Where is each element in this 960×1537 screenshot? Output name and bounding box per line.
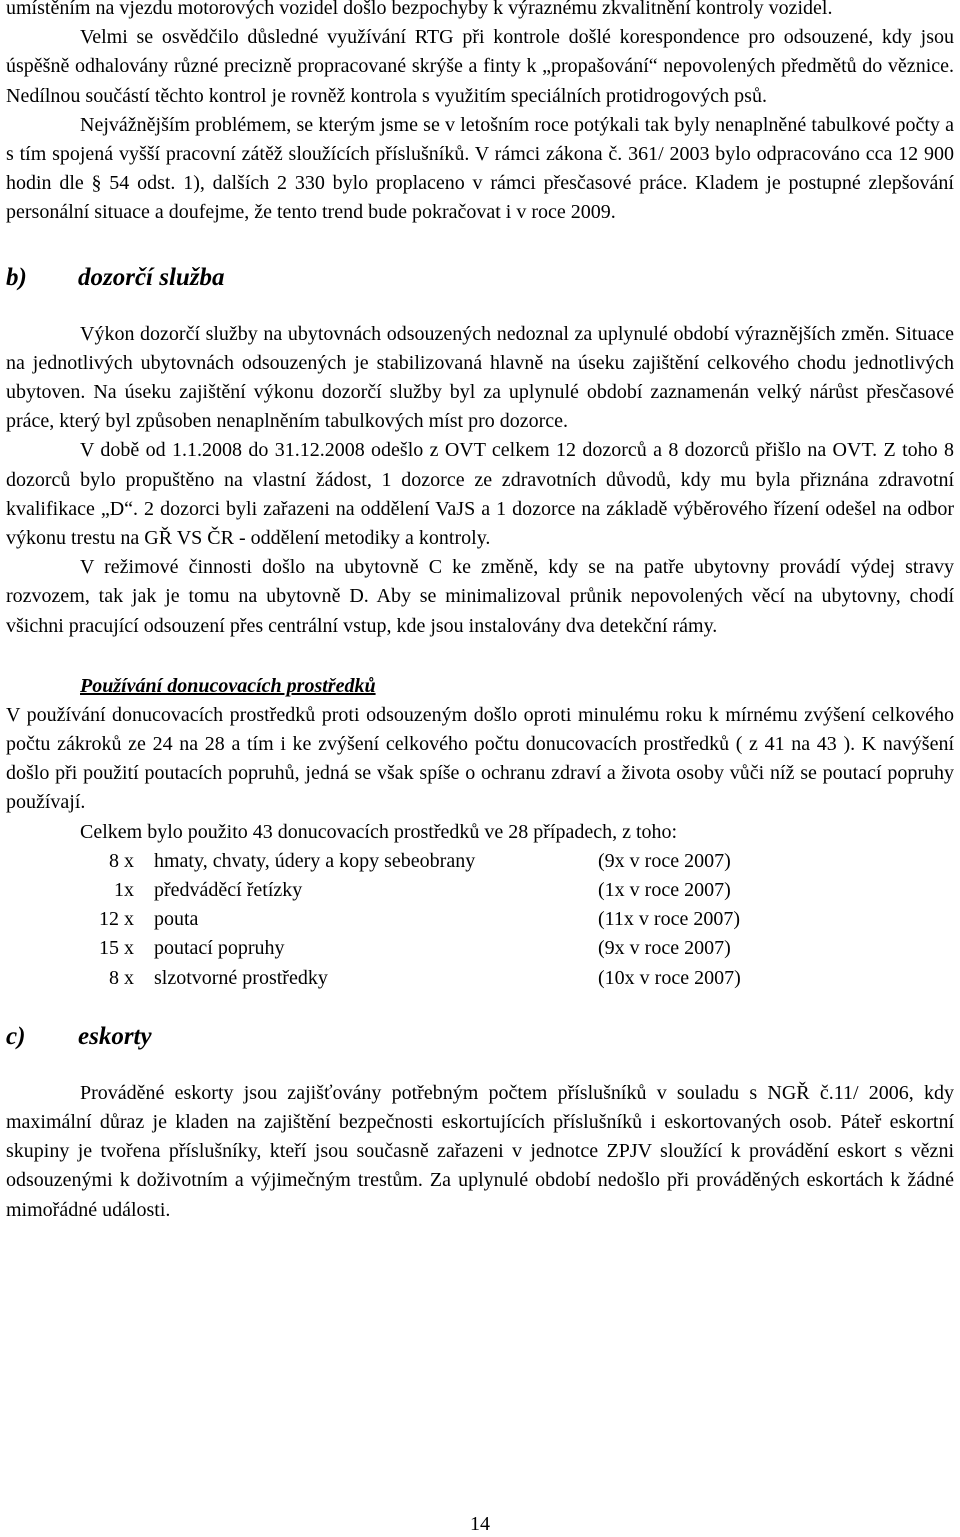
paragraph-staffing: Nejvážnějším problémem, se kterým jsme se v letošním roce potýkali tak byly nenaplněné tabulkové počty a s tím spojená vyšší pracovní zátěž sloužících příslušníků. V rámci zákona č. 361/ 2003 bylo odpracováno cca 12 900 hodin dle § 54 odst. 1), dalších 2 330 bylo proplaceno v rámci přesčasové práce. Kladem je postupné zlepšování personální situace a doufejme, že tento trend bude pokračovat i v roce 2009.	[6, 113, 954, 224]
list-item	[6, 905, 954, 934]
list-item-previous: (11x v roce 2007)	[598, 908, 740, 931]
section-c-letter: c)	[6, 1022, 26, 1050]
coercive-means-list	[6, 847, 954, 993]
list-item-qty: 15 x	[99, 937, 134, 960]
list-item-qty: 8 x	[109, 849, 134, 872]
list-item	[6, 847, 954, 876]
list-item	[6, 876, 954, 905]
list-item-previous: (1x v roce 2007)	[598, 879, 731, 902]
list-item-name: předváděcí řetízky	[154, 879, 303, 902]
section-b-heading	[6, 264, 954, 292]
list-item-previous: (10x v roce 2007)	[598, 966, 741, 989]
paragraph-guard-changes: V době od 1.1.2008 do 31.12.2008 odešlo z OVT celkem 12 dozorců a 8 dozorců přišlo na OVT. Z toho 8 dozorců bylo propuštěno na vlastní žádost, 1 dozorce ze zdravotních důvodů, kdy mu byla přiznána zdravotní kvalifikace „D“. 2 dozorci byli zařazeni na oddělení VaJS a 1 dozorce na základě výběrového řízení odešel na odbor výkonu trestu na GŘ VS ČR - oddělení metodiky a kontroly.	[6, 439, 954, 550]
list-item-qty: 8 x	[109, 966, 134, 989]
document-page	[6, 0, 954, 1225]
list-item-name: slzotvorné prostředky	[154, 966, 328, 989]
paragraph-escorts: Prováděné eskorty jsou zajišťovány potřebným počtem příslušníků v souladu s NGŘ č.11/ 2006, kdy maximální důraz je kladen na zajištění bezpečnosti eskortujících příslušníků i eskortovaných osob. Páteř eskortní skupiny je tvořena příslušníky, kteří jsou současně zařazeni v jednotce ZPJV sloužící k provádění eskort s vězni odsouzenými k doživotním a výjimečným trestům. Za uplynulé období nedošlo při prováděných eskortách k žádné mimořádné události.	[6, 1081, 954, 1221]
list-item-name: poutací popruhy	[154, 937, 285, 960]
list-item-previous: (9x v roce 2007)	[598, 849, 731, 872]
subheading-coercive-means: Používání donucovacích prostředků	[80, 674, 376, 697]
paragraph-continued: umístěním na vjezdu motorových vozidel došlo bezpochyby k výraznému zkvalitnění kontroly vozidel.	[6, 0, 833, 19]
list-item-name: pouta	[154, 908, 199, 931]
section-c-title: eskorty	[78, 1022, 152, 1050]
paragraph-coercive-means: V používání donucovacích prostředků proti odsouzeným došlo oproti minulému roku k mírnému zvýšení celkového počtu zákroků ze 24 na 28 a tím i ke zvýšení celkového počtu donucovacích prostředků ( z 41 na 43 ). K navýšení došlo při použití poutacích popruhů, jedná se však spíše o ochranu zdraví a života osoby vůči níž se poutací popruhy používají.	[6, 703, 954, 814]
section-b-title: dozorčí služba	[78, 263, 225, 291]
list-item-qty: 12 x	[99, 908, 134, 931]
page-number: 14	[470, 1513, 490, 1535]
list-item-qty: 1x	[114, 879, 134, 902]
section-c-heading	[6, 1023, 954, 1051]
list-item	[6, 964, 954, 993]
list-intro: Celkem bylo použito 43 donucovacích prostředků ve 28 případech, z toho:	[80, 820, 678, 843]
section-b-letter: b)	[6, 263, 27, 291]
list-item-name: hmaty, chvaty, údery a kopy sebeobrany	[154, 849, 476, 872]
list-item-previous: (9x v roce 2007)	[598, 937, 731, 960]
paragraph-rtg: Velmi se osvědčilo důsledné využívání RTG při kontrole došlé korespondence pro odsouzené, kdy jsou úspěšně odhalovány různé precizně propracované skrýše a finty k „propašování“ nepovolených předmětů do věznice. Nedílnou součástí těchto kontrol je rovněž kontrola s využitím speciálních protidrogových psů.	[6, 26, 954, 107]
paragraph-guard-service: Výkon dozorčí služby na ubytovnách odsouzených nedoznal za uplynulé období výraznějších změn. Situace na jednotlivých ubytovnách odsouzených je stabilizovaná hlavně na úseku zajištění celkového chodu jednotlivých ubytoven. Na úseku zajištění výkonu dozorčí služby byl za uplynulé období zaznamenán velký nárůst přesčasové práce, který byl způsoben nenaplněním tabulkových míst pro dozorce.	[6, 322, 954, 433]
list-item	[6, 934, 954, 963]
paragraph-regime: V režimové činnosti došlo na ubytovně C ke změně, kdy se na patře ubytovny provádí výdej stravy rozvozem, tak jak je tomu na ubytovně D. Aby se minimalizoval průnik nepovolených věcí na ubytovny, chodí všichni pracující odsouzení přes centrální vstup, kde jsou instalovány dva detekční rámy.	[6, 556, 954, 637]
